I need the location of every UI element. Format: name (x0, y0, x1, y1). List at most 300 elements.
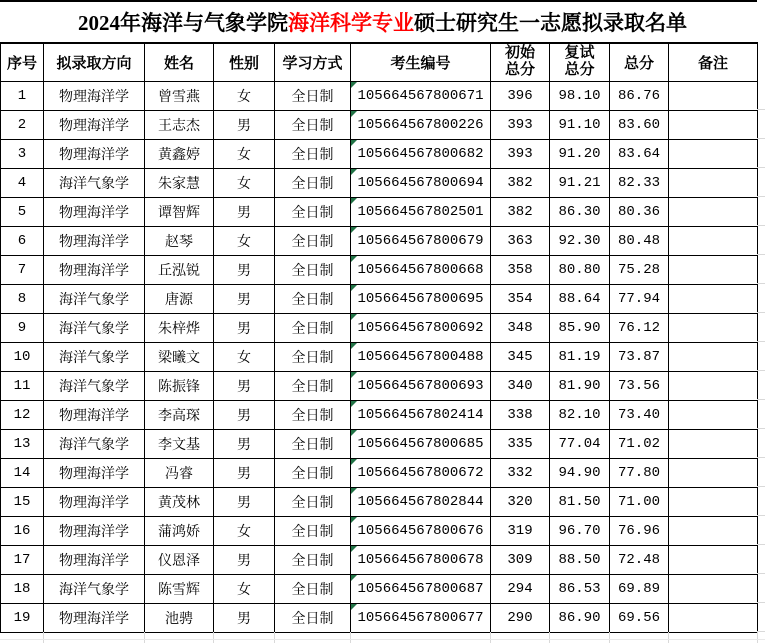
cell-name (145, 139, 214, 168)
cell-retest-score-value: 86.90 (558, 609, 601, 626)
cell-candidate-no (351, 574, 491, 603)
cell-study-mode-value: 全日制 (291, 176, 334, 192)
cell-study-mode-value: 全日制 (291, 350, 334, 366)
cell-gender-value: 女 (237, 147, 251, 163)
cell-retest-score-value: 91.20 (558, 145, 601, 162)
cell-gender-value: 男 (237, 437, 251, 453)
cell-study-mode-value: 全日制 (291, 118, 334, 134)
cell-no (1, 574, 44, 603)
cell-total-score (610, 487, 669, 516)
cell-gender (214, 168, 275, 197)
cell-total-score-value: 83.60 (617, 116, 660, 133)
cell-direction (44, 197, 145, 226)
cell-direction-value: 物理海洋学 (59, 205, 129, 221)
cell-study-mode (275, 139, 351, 168)
cell-study-mode-value: 全日制 (291, 234, 334, 250)
cell-total-score (610, 371, 669, 400)
cell-initial-score (491, 284, 550, 313)
cell-direction (44, 342, 145, 371)
cell-total-score (610, 516, 669, 545)
cell-direction-value: 海洋气象学 (59, 321, 129, 337)
table-row (1, 226, 758, 255)
cell-direction (44, 545, 145, 574)
cell-no (1, 284, 44, 313)
cell-total-score (610, 139, 669, 168)
cell-direction (44, 458, 145, 487)
cell-no (1, 313, 44, 342)
cell-retest-score-value: 96.70 (558, 522, 601, 539)
cell-total-score-value: 80.48 (617, 232, 660, 249)
cell-name (145, 255, 214, 284)
cell-name-value: 梁曦文 (158, 350, 200, 366)
cell-candidate-no (351, 429, 491, 458)
admission-table (0, 42, 758, 633)
cell-initial-score (491, 197, 550, 226)
cell-gender (214, 429, 275, 458)
gridline-stub-horizontal (757, 457, 765, 458)
cell-initial-score (491, 458, 550, 487)
cell-study-mode (275, 574, 351, 603)
cell-candidate-no-value: 105664567800692 (357, 319, 484, 336)
number-stored-as-text-indicator-icon (351, 575, 357, 581)
table-row (1, 487, 758, 516)
cell-name (145, 197, 214, 226)
cell-no-value: 15 (13, 493, 31, 510)
cell-direction-value: 海洋气象学 (59, 582, 129, 598)
number-stored-as-text-indicator-icon (351, 198, 357, 204)
cell-candidate-no-value: 105664567800695 (357, 290, 484, 307)
cell-no (1, 458, 44, 487)
col-header-gender (214, 43, 275, 81)
cell-name (145, 226, 214, 255)
cell-direction-value: 物理海洋学 (59, 408, 129, 424)
cell-initial-score-value: 396 (507, 87, 533, 104)
cell-study-mode-value: 全日制 (291, 147, 334, 163)
number-stored-as-text-indicator-icon (351, 82, 357, 88)
cell-study-mode-value: 全日制 (291, 292, 334, 308)
cell-direction (44, 168, 145, 197)
cell-direction (44, 400, 145, 429)
col-header-total-score-label: 总分 (623, 55, 654, 72)
cell-name-value: 谭智辉 (158, 205, 200, 221)
cell-retest-score (550, 429, 610, 458)
cell-candidate-no-value: 105664567800682 (357, 145, 484, 162)
cell-name (145, 81, 214, 110)
cell-direction-value: 物理海洋学 (59, 234, 129, 250)
cell-direction (44, 371, 145, 400)
cell-study-mode (275, 400, 351, 429)
cell-total-score (610, 313, 669, 342)
cell-candidate-no (351, 400, 491, 429)
cell-name-value: 陈振锋 (158, 379, 200, 395)
cell-total-score (610, 284, 669, 313)
cell-candidate-no (351, 313, 491, 342)
gridline-stub-vertical (144, 632, 145, 643)
cell-name-value: 仪恩泽 (158, 553, 200, 569)
cell-candidate-no (351, 545, 491, 574)
cell-retest-score-value: 77.04 (558, 435, 601, 452)
cell-total-score (610, 603, 669, 632)
cell-retest-score (550, 400, 610, 429)
cell-direction (44, 226, 145, 255)
cell-direction-value: 海洋气象学 (59, 176, 129, 192)
cell-candidate-no (351, 139, 491, 168)
cell-retest-score (550, 603, 610, 632)
cell-study-mode (275, 284, 351, 313)
cell-remark (669, 81, 758, 110)
cell-study-mode-value: 全日制 (291, 582, 334, 598)
gridline-stub-horizontal (757, 254, 765, 255)
cell-candidate-no (351, 284, 491, 313)
cell-initial-score (491, 168, 550, 197)
cell-gender (214, 458, 275, 487)
number-stored-as-text-indicator-icon (351, 314, 357, 320)
cell-retest-score-value: 82.10 (558, 406, 601, 423)
cell-gender-value: 男 (237, 379, 251, 395)
cell-direction (44, 574, 145, 603)
cell-candidate-no (351, 603, 491, 632)
cell-remark (669, 429, 758, 458)
table-row (1, 313, 758, 342)
cell-study-mode-value: 全日制 (291, 437, 334, 453)
cell-total-score (610, 110, 669, 139)
cell-remark (669, 545, 758, 574)
cell-study-mode-value: 全日制 (291, 495, 334, 511)
cell-direction (44, 110, 145, 139)
number-stored-as-text-indicator-icon (351, 401, 357, 407)
cell-gender-value: 男 (237, 408, 251, 424)
number-stored-as-text-indicator-icon (351, 604, 357, 610)
page-title (0, 2, 765, 42)
cell-name (145, 110, 214, 139)
cell-total-score-value: 73.56 (617, 377, 660, 394)
cell-direction (44, 284, 145, 313)
cell-candidate-no (351, 458, 491, 487)
cell-retest-score (550, 226, 610, 255)
cell-gender (214, 139, 275, 168)
cell-direction (44, 429, 145, 458)
cell-initial-score-value: 348 (507, 319, 533, 336)
gridline-stub-horizontal (757, 196, 765, 197)
cell-retest-score-value: 98.10 (558, 87, 601, 104)
cell-no (1, 168, 44, 197)
cell-candidate-no-value: 105664567802414 (357, 406, 484, 423)
cell-initial-score-value: 345 (507, 348, 533, 365)
cell-gender (214, 487, 275, 516)
number-stored-as-text-indicator-icon (351, 285, 357, 291)
cell-direction-value: 物理海洋学 (59, 147, 129, 163)
table-row (1, 197, 758, 226)
cell-retest-score (550, 255, 610, 284)
cell-direction (44, 313, 145, 342)
cell-study-mode-value: 全日制 (291, 611, 334, 627)
cell-total-score-value: 76.96 (617, 522, 660, 539)
cell-gender-value: 女 (237, 89, 251, 105)
gridline-stub-horizontal (757, 167, 765, 168)
number-stored-as-text-indicator-icon (351, 227, 357, 233)
cell-retest-score (550, 284, 610, 313)
cell-candidate-no-value: 105664567800679 (357, 232, 484, 249)
cell-no (1, 255, 44, 284)
cell-total-score-value: 82.33 (617, 174, 660, 191)
cell-initial-score-value: 393 (507, 116, 533, 133)
cell-remark (669, 400, 758, 429)
cell-name-value: 黄茂林 (158, 495, 200, 511)
cell-study-mode-value: 全日制 (291, 524, 334, 540)
cell-no (1, 603, 44, 632)
cell-no-value: 3 (17, 145, 27, 162)
cell-direction (44, 487, 145, 516)
cell-gender (214, 110, 275, 139)
cell-total-score-value: 71.02 (617, 435, 660, 452)
cell-gender-value: 女 (237, 176, 251, 192)
cell-study-mode (275, 168, 351, 197)
cell-retest-score (550, 342, 610, 371)
cell-direction-value: 海洋气象学 (59, 292, 129, 308)
cell-name-value: 丘泓锐 (158, 263, 200, 279)
cell-name-value: 王志杰 (158, 118, 200, 134)
cell-retest-score-value: 86.30 (558, 203, 601, 220)
cell-study-mode (275, 545, 351, 574)
cell-remark (669, 458, 758, 487)
cell-total-score (610, 255, 669, 284)
cell-retest-score (550, 313, 610, 342)
cell-name (145, 516, 214, 545)
gridline-stub-horizontal (757, 573, 765, 574)
cell-retest-score-value: 81.50 (558, 493, 601, 510)
gridline-stub-vertical (609, 632, 610, 643)
cell-study-mode-value: 全日制 (291, 321, 334, 337)
cell-no-value: 13 (13, 435, 31, 452)
table-row (1, 574, 758, 603)
col-header-direction-label: 拟录取方向 (56, 55, 132, 72)
cell-total-score (610, 197, 669, 226)
cell-initial-score (491, 255, 550, 284)
cell-initial-score-value: 309 (507, 551, 533, 568)
cell-gender (214, 371, 275, 400)
cell-total-score (610, 545, 669, 574)
number-stored-as-text-indicator-icon (351, 256, 357, 262)
cell-retest-score-value: 91.10 (558, 116, 601, 133)
gridline-stub-horizontal (757, 602, 765, 603)
gridline-stub-horizontal (757, 515, 765, 516)
cell-study-mode-value: 全日制 (291, 553, 334, 569)
cell-retest-score-value: 88.50 (558, 551, 601, 568)
cell-retest-score-value: 85.90 (558, 319, 601, 336)
col-header-name-label: 姓名 (163, 55, 194, 72)
cell-gender-value: 男 (237, 466, 251, 482)
cell-remark (669, 255, 758, 284)
cell-gender (214, 342, 275, 371)
title-suffix: 硕士研究生一志愿拟录取名单 (414, 11, 687, 35)
cell-retest-score (550, 168, 610, 197)
cell-name (145, 429, 214, 458)
cell-remark (669, 487, 758, 516)
cell-gender-value: 男 (237, 553, 251, 569)
cell-initial-score (491, 603, 550, 632)
cell-study-mode (275, 81, 351, 110)
gridline-stub-horizontal (757, 370, 765, 371)
cell-candidate-no-value: 105664567800687 (357, 580, 484, 597)
cell-name (145, 458, 214, 487)
cell-direction-value: 物理海洋学 (59, 611, 129, 627)
cell-initial-score (491, 342, 550, 371)
table-row (1, 168, 758, 197)
cell-remark (669, 197, 758, 226)
cell-name-value: 池骋 (165, 611, 193, 627)
cell-no (1, 197, 44, 226)
cell-study-mode (275, 516, 351, 545)
cell-initial-score (491, 545, 550, 574)
cell-gender-value: 男 (237, 118, 251, 134)
gridline-stub-horizontal (757, 399, 765, 400)
cell-no (1, 81, 44, 110)
cell-candidate-no (351, 81, 491, 110)
cell-direction-value: 物理海洋学 (59, 495, 129, 511)
cell-total-score-value: 77.94 (617, 290, 660, 307)
cell-no (1, 226, 44, 255)
cell-gender-value: 男 (237, 263, 251, 279)
cell-candidate-no-value: 105664567802501 (357, 203, 484, 220)
cell-no (1, 139, 44, 168)
cell-name-value: 冯睿 (165, 466, 193, 482)
number-stored-as-text-indicator-icon (351, 546, 357, 552)
col-header-initial-score-label: 初始总分 (504, 45, 535, 79)
gridline-stub-vertical (43, 632, 44, 643)
cell-initial-score-value: 363 (507, 232, 533, 249)
cell-gender-value: 女 (237, 350, 251, 366)
cell-retest-score (550, 487, 610, 516)
cell-no-value: 9 (17, 319, 27, 336)
cell-initial-score (491, 139, 550, 168)
cell-candidate-no (351, 342, 491, 371)
cell-direction-value: 物理海洋学 (59, 524, 129, 540)
cell-name-value: 曾雪燕 (158, 89, 200, 105)
cell-gender-value: 男 (237, 611, 251, 627)
cell-gender (214, 255, 275, 284)
col-header-candidate-no (351, 43, 491, 81)
cell-gender (214, 574, 275, 603)
cell-name (145, 342, 214, 371)
cell-no (1, 110, 44, 139)
gridline-stub-vertical (668, 632, 669, 643)
cell-initial-score-value: 290 (507, 609, 533, 626)
cell-initial-score-value: 382 (507, 174, 533, 191)
cell-initial-score (491, 400, 550, 429)
col-header-name (145, 43, 214, 81)
cell-initial-score (491, 110, 550, 139)
cell-total-score-value: 76.12 (617, 319, 660, 336)
number-stored-as-text-indicator-icon (351, 169, 357, 175)
cell-total-score-value: 80.36 (617, 203, 660, 220)
cell-remark (669, 313, 758, 342)
cell-study-mode (275, 487, 351, 516)
cell-no (1, 545, 44, 574)
cell-total-score-value: 71.00 (617, 493, 660, 510)
number-stored-as-text-indicator-icon (351, 459, 357, 465)
cell-initial-score (491, 516, 550, 545)
cell-initial-score-value: 340 (507, 377, 533, 394)
cell-retest-score-value: 86.53 (558, 580, 601, 597)
cell-initial-score-value: 320 (507, 493, 533, 510)
gridline-stub-horizontal (757, 312, 765, 313)
cell-direction (44, 81, 145, 110)
cell-total-score-value: 69.56 (617, 609, 660, 626)
number-stored-as-text-indicator-icon (351, 430, 357, 436)
cell-total-score (610, 458, 669, 487)
cell-study-mode (275, 458, 351, 487)
cell-retest-score-value: 92.30 (558, 232, 601, 249)
cell-total-score-value: 69.89 (617, 580, 660, 597)
cell-candidate-no (351, 226, 491, 255)
cell-initial-score-value: 393 (507, 145, 533, 162)
table-row (1, 400, 758, 429)
gridline-stub-vertical (350, 632, 351, 643)
table-row (1, 284, 758, 313)
cell-candidate-no-value: 105664567800685 (357, 435, 484, 452)
cell-name (145, 313, 214, 342)
table-row (1, 342, 758, 371)
cell-gender-value: 男 (237, 205, 251, 221)
cell-study-mode-value: 全日制 (291, 379, 334, 395)
cell-total-score-value: 86.76 (617, 87, 660, 104)
cell-candidate-no-value: 105664567800677 (357, 609, 484, 626)
cell-no (1, 487, 44, 516)
cell-total-score-value: 72.48 (617, 551, 660, 568)
cell-total-score-value: 75.28 (617, 261, 660, 278)
cell-retest-score (550, 458, 610, 487)
cell-no-value: 18 (13, 580, 31, 597)
cell-study-mode (275, 197, 351, 226)
cell-gender (214, 400, 275, 429)
gridline-stub-vertical (213, 632, 214, 643)
cell-no-value: 19 (13, 609, 31, 626)
cell-gender (214, 81, 275, 110)
table-row (1, 603, 758, 632)
col-header-total-score (610, 43, 669, 81)
cell-gender-value: 女 (237, 234, 251, 250)
cell-direction (44, 139, 145, 168)
gridline-stub-vertical (274, 632, 275, 643)
cell-name (145, 487, 214, 516)
cell-study-mode (275, 429, 351, 458)
gridline-stub-horizontal (757, 283, 765, 284)
cell-direction-value: 海洋气象学 (59, 350, 129, 366)
cell-total-score-value: 83.64 (617, 145, 660, 162)
table-row (1, 110, 758, 139)
cell-no-value: 7 (17, 261, 27, 278)
cell-candidate-no-value: 105664567800671 (357, 87, 484, 104)
cell-remark (669, 284, 758, 313)
cell-name (145, 168, 214, 197)
cell-candidate-no (351, 487, 491, 516)
number-stored-as-text-indicator-icon (351, 111, 357, 117)
cell-retest-score-value: 88.64 (558, 290, 601, 307)
cell-initial-score-value: 358 (507, 261, 533, 278)
col-header-remark-label: 备注 (697, 55, 728, 72)
cell-initial-score (491, 487, 550, 516)
col-header-no (1, 43, 44, 81)
gridline-stub-horizontal (757, 544, 765, 545)
cell-retest-score (550, 139, 610, 168)
cell-candidate-no-value: 105664567800676 (357, 522, 484, 539)
cell-retest-score (550, 545, 610, 574)
cell-direction-value: 物理海洋学 (59, 89, 129, 105)
table-row (1, 429, 758, 458)
cell-candidate-no (351, 255, 491, 284)
gridline-stub-horizontal (757, 138, 765, 139)
cell-gender-value: 男 (237, 321, 251, 337)
